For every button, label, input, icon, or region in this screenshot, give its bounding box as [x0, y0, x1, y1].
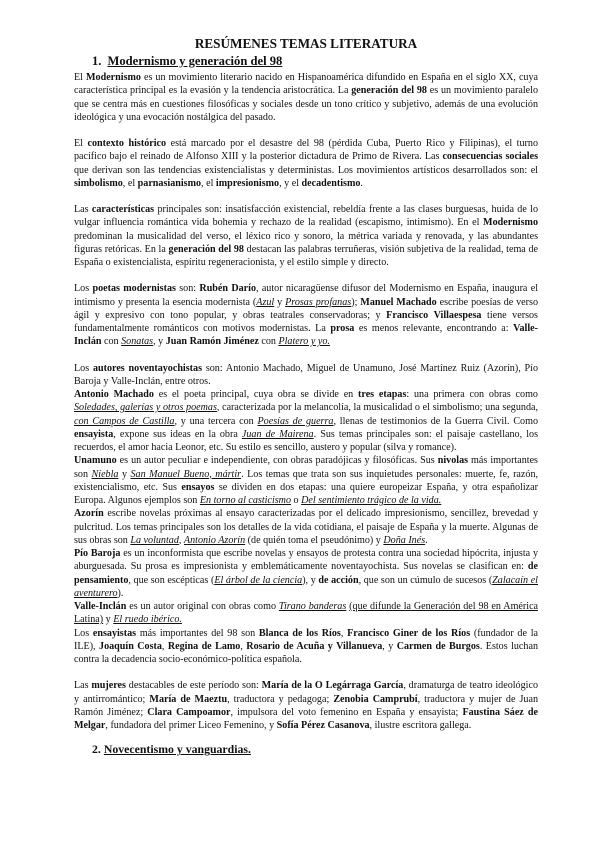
paragraph-mujeres: Las mujeres destacables de este período son: María de la O Legárraga García, dramaturga de teatro ideológico y antirromántico; María de Maeztu, traductora y pedagoga; Zenobia Camprubí, traductora y mujer de Juan Ramón Jiménez; Clara Campoamor, impulsora del voto femenino en España y ensayista; Faustina Sáez de Melgar, fundadora del primer Liceo Femenino, y Sofía Pérez Casanova, ilustre escritora gallega. [74, 680, 539, 731]
section-2-number: 2. [92, 742, 101, 757]
page-title: RESÚMENES TEMAS LITERATURA [194, 36, 418, 51]
paragraph-antonio-machado: Antonio Machado es el poeta principal, cuya obra se divide en tres etapas: una primera con obras como Soledades, galerías y otros poemas, caracterizada por la melancolía, la musicalidad o el simbolismo; una segunda, con Campos de Castilla, y una tercera con Poesías de guerra, llenas de testimonios de la Guerra Civil. Como ensayista, expone sus ideas en la obra Juan de Mairena. Sus temas principales son: el paisaje castellano, los recuerdos, el amor hacia Leonor, etc. Su estilo es sencillo, austero y popular (silva y romance). [74, 389, 538, 453]
paragraph-ensayistas: Los ensayistas más importantes del 98 son Blanca de los Ríos, Francisco Giner de los Ríos (fundador de la ILE), Joaquín Costa, Regina de Lamo, Rosario de Acuña y Villanueva, y Carmen de Burgos. Estos luchan contra la decadencia socio-económico-política española. [74, 627, 538, 665]
paragraph-pio-baroja: Pío Baroja es un inconformista que escribe novelas y ensayos de protesta contra una sociedad hipócrita, injusta y aburguesada. Su prosa es impresionista y emblemáticamente noventayochista. Sus novelas se clasifican en: de pensamiento, que son escépticas (El árbol de la ciencia), y de acción, que son un cúmulo de sucesos (Zalacaín el aventurero). [74, 548, 538, 599]
paragraph-azorin: Azorín escribe novelas próximas al ensayo caracterizadas por el delicado impresionismo, sencillez, brevedad y pulcritud. Los temas principales son los detalles de la vida cotidiana, el paisaje de España y la muerte. Algunas de sus obras son La voluntad, Antonio Azorín (de quién toma el pseudónimo) y Doña Inés. [74, 508, 538, 546]
paragraph-poetas-modernistas: Los poetas modernistas son: Rubén Darío, autor nicaragüense difusor del Modernismo en España, inaugura el intimismo y presenta la esencia modernista (Azul y Prosas profanas); Manuel Machado escribe poesías de verso ágil y expresivo con tono popular, y obras teatrales conservadoras; y Francisco Villaespesa tiene versos fundamentalmente románticos con motivos modernistas. La prosa es menos relevante, encontrando a: Valle-Inclán con Sonatas, y Juan Ramón Jiménez con Platero y yo. [74, 283, 539, 348]
section-1-heading [92, 54, 538, 69]
paragraph-caracteristicas: Las características principales son: insatisfacción existencial, rebeldía frente a las clases burguesas, huida de lo vulgar influencia romántica vida bohemia y rechazo de la realidad (escapismo, intimismo). En el Modernismo predominan la musicalidad del verso, el léxico rico y sonoro, la métrica variada y renovada, y las abundantes figuras retóricas. En la generación del 98 destacan las palabras terruñeras, visión subjetiva de la realidad, tema de España o existencialista, espíritu regeneracionista, y el estilo simple y directo. [74, 204, 538, 268]
paragraph-contexto-historico: El contexto histórico está marcado por el desastre del 98 (pérdida Cuba, Puerto Rico y Filipinas), el turno pacífico bajo el reinado de Alfonso XIII y la posterior dictadura de Primo de Rivera. Las consecuencias sociales que derivan son las tendencias existencialistas y deterministas. Los movimientos artísticos desarrollados son: el simbolismo, el parnasianismo, el impresionismo, y el decadentismo. [74, 138, 538, 189]
section-2-heading [92, 742, 538, 757]
paragraph-unamuno: Unamuno es un autor peculiar e independiente, con obras paradójicas y filosóficas. Sus nivolas más importantes son Niebla y San Manuel Bueno, mártir. Los temas que trata son sus inquietudes personales: muerte, fe, razón, existencialismo, etc. Sus ensayos se dividen en dos etapas: una quiere europeizar España, y otra españolizar Europa. Algunos ejemplos son En torno al casticismo o Del sentimiento trágico de la vida. [74, 455, 539, 506]
section-2-label: Novecentismo y vanguardias. [103, 742, 251, 757]
paragraph-autores-noventayochistas: Los autores noventayochistas son: Antonio Machado, Miguel de Unamuno, José Martínez Ruiz (Azorín), Pío Baroja y Valle-Inclán, entre otros. [74, 362, 539, 387]
section-1-label: Modernismo y generación del 98 [107, 54, 283, 68]
paragraph-valle-inclan: Valle-Inclán es un autor original con obras como Tirano banderas (que difunde la Generación del 98 en América Latina) y El ruedo ibérico. [74, 601, 539, 626]
section-1-number: 1. [92, 54, 102, 68]
paragraph-modernismo-intro: El Modernismo es un movimiento literario nacido en Hispanoamérica difundido en España en el siglo XX, cuya característica principal es la evasión y la tendencia aristocrática. La generación del 98 es un movimiento paralelo que se centra más en cuestiones filosóficas y sociales desde un tono crítico y subjetivo, además de una evolución ideológica y una evocación nostálgica del pasado. [74, 72, 538, 123]
